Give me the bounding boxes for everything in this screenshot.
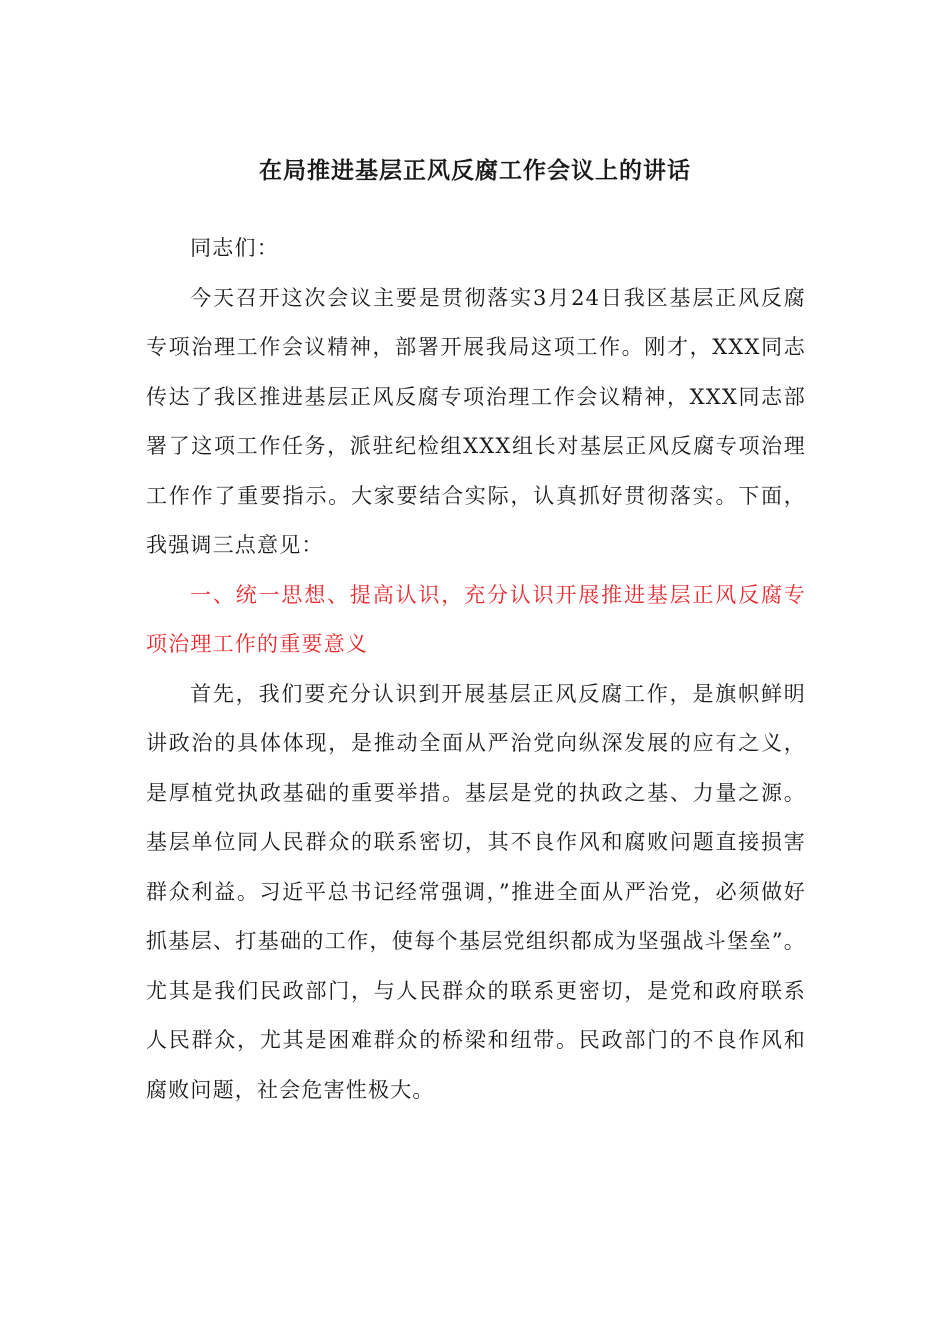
intro-paragraph: 今天召开这次会议主要是贯彻落实3月24日我区基层正风反腐专项治理工作会议精神，部署开展我局这项工作。刚才，XXX同志传达了我区推进基层正风反腐专项治理工作会议精神，XXX同志部署了这项工作任务，派驻纪检组XXX组长对基层正风反腐专项治理工作作了重要指示。大家要结合实际，认真抓好贯彻落实。下面，我强调三点意见： bbox=[146, 285, 806, 557]
document-title: 在局推进基层正风反腐工作会议上的讲话 bbox=[259, 157, 691, 184]
document-body bbox=[146, 224, 806, 1115]
salutation-paragraph: 同志们： bbox=[190, 236, 279, 260]
body-paragraph-1: 首先，我们要充分认识到开展基层正风反腐工作，是旗帜鲜明讲政治的具体体现，是推动全面从严治党向纵深发展的应有之义，是厚植党执政基础的重要举措。基层是党的执政之基、力量之源。基层单位同人民群众的联系密切，其不良作风和腐败问题直接损害群众利益。习近平总书记经常强调，”推进全面从严治党，必须做好抓基层、打基础的工作，使每个基层党组织都成为坚强战斗堡垒”。尤其是我们民政部门，与人民群众的联系更密切，是党和政府联系人民群众，尤其是困难群众的桥梁和纽带。民政部门的不良作风和腐败问题，社会危害性极大。 bbox=[146, 681, 806, 1102]
section-heading-1: 一、统一思想、提高认识，充分认识开展推进基层正风反腐专项治理工作的重要意义 bbox=[146, 582, 806, 656]
